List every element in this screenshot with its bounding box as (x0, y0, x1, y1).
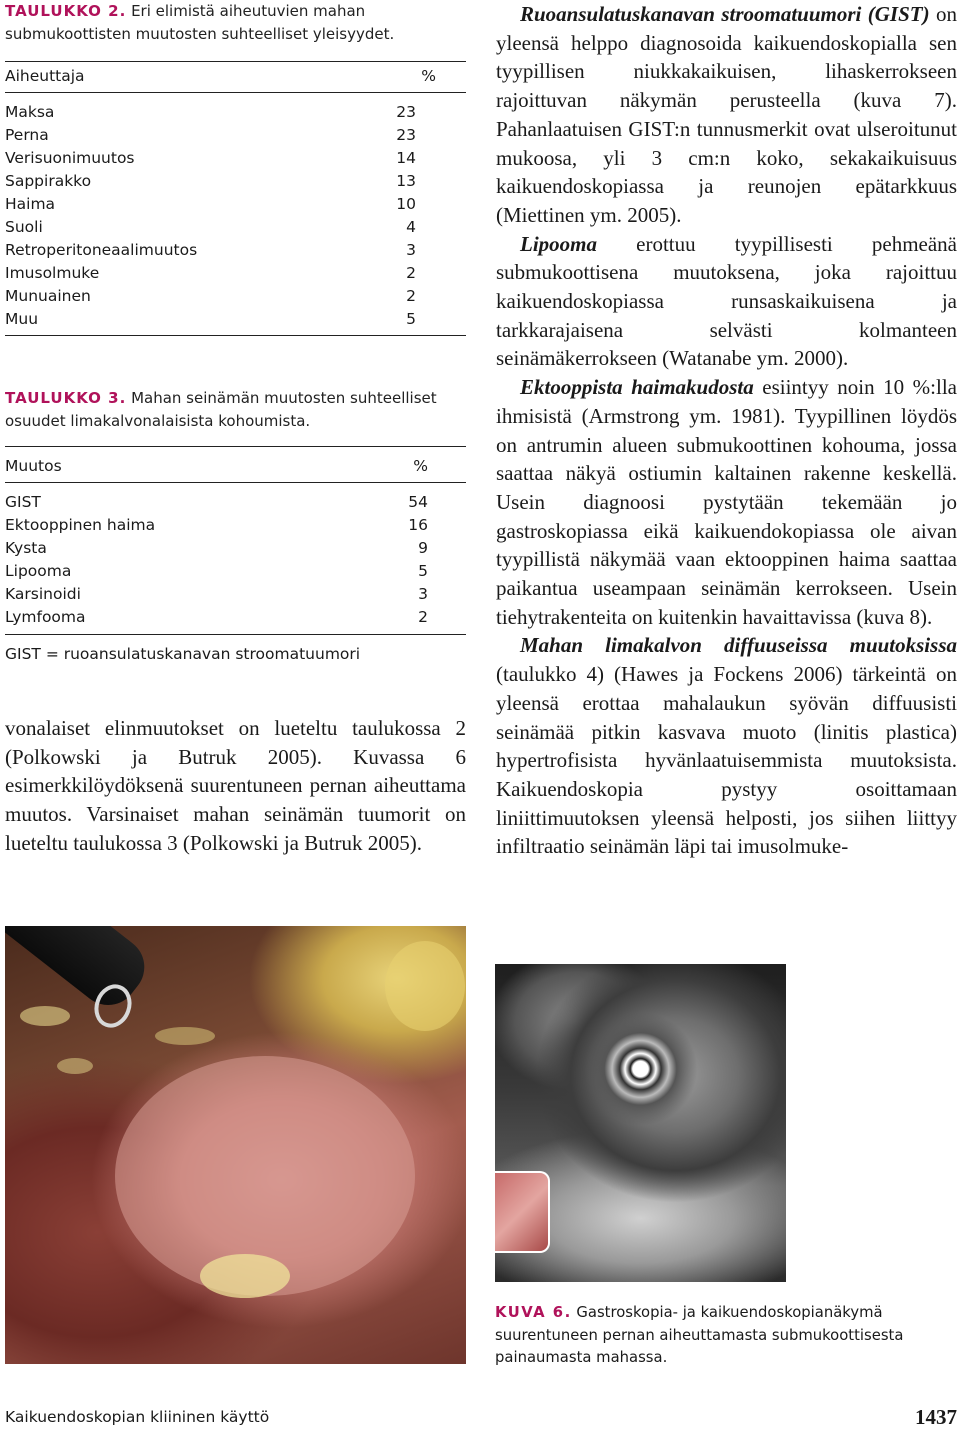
table-3-header-rule (5, 482, 466, 483)
paragraph: vonalaiset elinmuutokset on lueteltu taulukossa 2 (Polkowski ja Butruk 2005). Kuvassa 6 esimerkkilöydöksenä suurentuneen pernan aiheuttama muutos. Varsinaiset mahan seinämän tuumorit on lueteltu taulukossa 3 (Polkowski ja Butruk 2005). (5, 716, 466, 855)
table-row (5, 239, 466, 262)
table-row (5, 124, 466, 147)
paragraph-body: on yleensä helppo diagnosoida kaikuendoskopialla sen tyypillisen niukkakaikuisen, lihaskerrokseen rajoittuvan näkymän perusteella (kuva 7). Pahanlaatuisen GIST:n tunnusmerkit ovat ulseroitunut mukoosa, yli 3 cm:n koko, sekakaikuisuus kaikuendoskopiassa ja reunojen epätarkkuus (Miettinen ym. 2005). (496, 2, 958, 227)
table-2-header-value: % (421, 67, 436, 85)
table-2-header-name: Aiheuttaja (5, 67, 85, 85)
table-2-caption-text: Eri elimistä aiheutuvien mahan submukoottisten muutosten suhteelliset yleisyydet. (5, 2, 395, 43)
table-3-body (5, 491, 466, 629)
table-3-header-name: Muutos (5, 457, 62, 475)
cell-value: 14 (396, 149, 416, 167)
term-diffuusi: Mahan limakalvon diffuuseissa muutoksissa (520, 633, 957, 658)
cell-value: 2 (406, 264, 416, 282)
figure-6-label: KUVA 6. (495, 1304, 572, 1321)
gastroscopy-image (5, 926, 466, 1364)
figure-6-caption (495, 1302, 957, 1370)
table-row (5, 491, 466, 514)
cell-value: 23 (396, 126, 416, 144)
cell-name: Verisuonimuutos (5, 149, 135, 167)
table-3-label: TAULUKKO 3. (5, 389, 127, 407)
cell-name: Suoli (5, 218, 43, 236)
table-2-label: TAULUKKO 2. (5, 2, 127, 20)
table-2-top-rule (5, 61, 466, 62)
table-2-bottom-rule (5, 335, 466, 336)
cell-name: Ektooppinen haima (5, 516, 156, 534)
cell-name: Retroperitoneaalimuutos (5, 241, 198, 259)
term-lipooma: Lipooma (520, 231, 597, 256)
cell-name: Lipooma (5, 562, 72, 580)
table-3-note: GIST = ruoansulatuskanavan stroomatuumori (5, 645, 361, 663)
cell-value: 3 (406, 241, 416, 259)
cell-name: Sappirakko (5, 172, 92, 190)
paragraph-ektooppinen (496, 373, 957, 631)
term-gist: Ruoansulatuskanavan stroomatuumori (GIST) (520, 2, 930, 26)
left-column-text (5, 714, 466, 858)
cell-value: 5 (418, 562, 428, 580)
cell-value: 2 (406, 287, 416, 305)
table-row (5, 606, 466, 629)
table-3-header (5, 455, 466, 478)
table-2-body (5, 101, 466, 331)
page-number: 1437 (915, 1405, 957, 1429)
table-row (5, 147, 466, 170)
term-ektooppinen: Ektooppista haimakudosta (520, 375, 754, 400)
cell-value: 23 (396, 103, 416, 121)
cell-value: 16 (408, 516, 428, 534)
cell-value: 5 (406, 310, 416, 328)
cell-name: Imusolmuke (5, 264, 100, 282)
table-2-header-rule (5, 92, 466, 93)
cell-value: 9 (418, 539, 428, 557)
table-row (5, 101, 466, 124)
cell-name: Kysta (5, 539, 47, 557)
paragraph-body: esiintyy noin 10 %:lla ihmisistä (Armstrong ym. 1981). Tyypillinen löydös on antrumin alueen submukoottinen kohouma, jossa saattaa näkyä ostiumin kaltainen rakenne keskellä. Usein diagnoosi pystytään tekemään jo gastroskopiassa eikä kaikuendokopiassa ole aivan tyypillistä näkymää vaan ektooppinen haima saattaa paikantua useampaan seinämän kerrokseen. Usein tiehytrakenteita on kuitenkin havaittavissa (kuva 8). (496, 375, 957, 629)
running-footer: Kaikuendoskopian kliininen käyttö (5, 1408, 270, 1426)
table-3 (5, 387, 466, 666)
paragraph-body: (taulukko 4) (Hawes ja Fockens 2006) tärkeintä on yleensä erottaa mahalaukun syövän diffuusisti seinämää pitkin kasvava muoto (linitis plastica) hypertrofisista hyvänlaatuisemmista muutoksista. Kaikuendoskopia pystyy osoittamaan liniittimuutoksen yleensä helposti, jos siihen liittyy infiltraatio seinämän läpi tai imusolmuke- (496, 662, 957, 859)
cell-value: 13 (396, 172, 416, 190)
table-row (5, 285, 466, 308)
table-3-top-rule (5, 446, 466, 447)
paragraph-gist (496, 0, 957, 230)
table-row (5, 537, 466, 560)
cell-value: 4 (406, 218, 416, 236)
cell-name: Maksa (5, 103, 55, 121)
paragraph-diffuusi (496, 631, 957, 861)
table-2 (5, 0, 466, 336)
table-row (5, 514, 466, 537)
paragraph-lipooma (496, 230, 957, 374)
table-3-caption (5, 387, 466, 433)
cell-value: 10 (396, 195, 416, 213)
table-row (5, 560, 466, 583)
cell-name: Haima (5, 195, 56, 213)
figure-6-caption-text: Gastroskopia- ja kaikuendoskopianäkymä suurentuneen pernan aiheuttamasta submukoottisesta painaumasta mahassa. (495, 1304, 904, 1366)
table-row (5, 170, 466, 193)
cell-name: Perna (5, 126, 49, 144)
endoscopic-ultrasound-image (495, 964, 786, 1282)
cell-value: 3 (418, 585, 428, 603)
cell-name: Muu (5, 310, 39, 328)
table-3-caption-text: Mahan seinämän muutosten suhteelliset osuudet limakalvonalaisista kohoumista. (5, 389, 437, 430)
endoscopy-details (5, 926, 466, 1364)
table-row (5, 583, 466, 606)
table-row (5, 308, 466, 331)
table-2-header (5, 65, 466, 88)
cell-value: 54 (408, 493, 428, 511)
table-3-header-value: % (413, 457, 428, 475)
table-3-bottom-rule (5, 634, 466, 635)
paragraph-body: erottuu tyypillisesti pehmeänä submukoottisena muutoksena, joka rajoittuu kaikuendoskopiassa runsaskaikuisena ja tarkkarajaisena selvästi kolmanteen seinämäkerrokseen (Watanabe ym. 2000). (496, 231, 957, 371)
table-row (5, 193, 466, 216)
cell-value: 2 (418, 608, 428, 626)
table-row (5, 262, 466, 285)
endoscopy-inset (495, 1171, 550, 1253)
cell-name: Munuainen (5, 287, 91, 305)
table-row (5, 216, 466, 239)
table-2-caption (5, 0, 466, 46)
right-column-text (496, 0, 957, 861)
cell-name: Lymfooma (5, 608, 86, 626)
cell-name: GIST (5, 493, 41, 511)
cell-name: Karsinoidi (5, 585, 81, 603)
